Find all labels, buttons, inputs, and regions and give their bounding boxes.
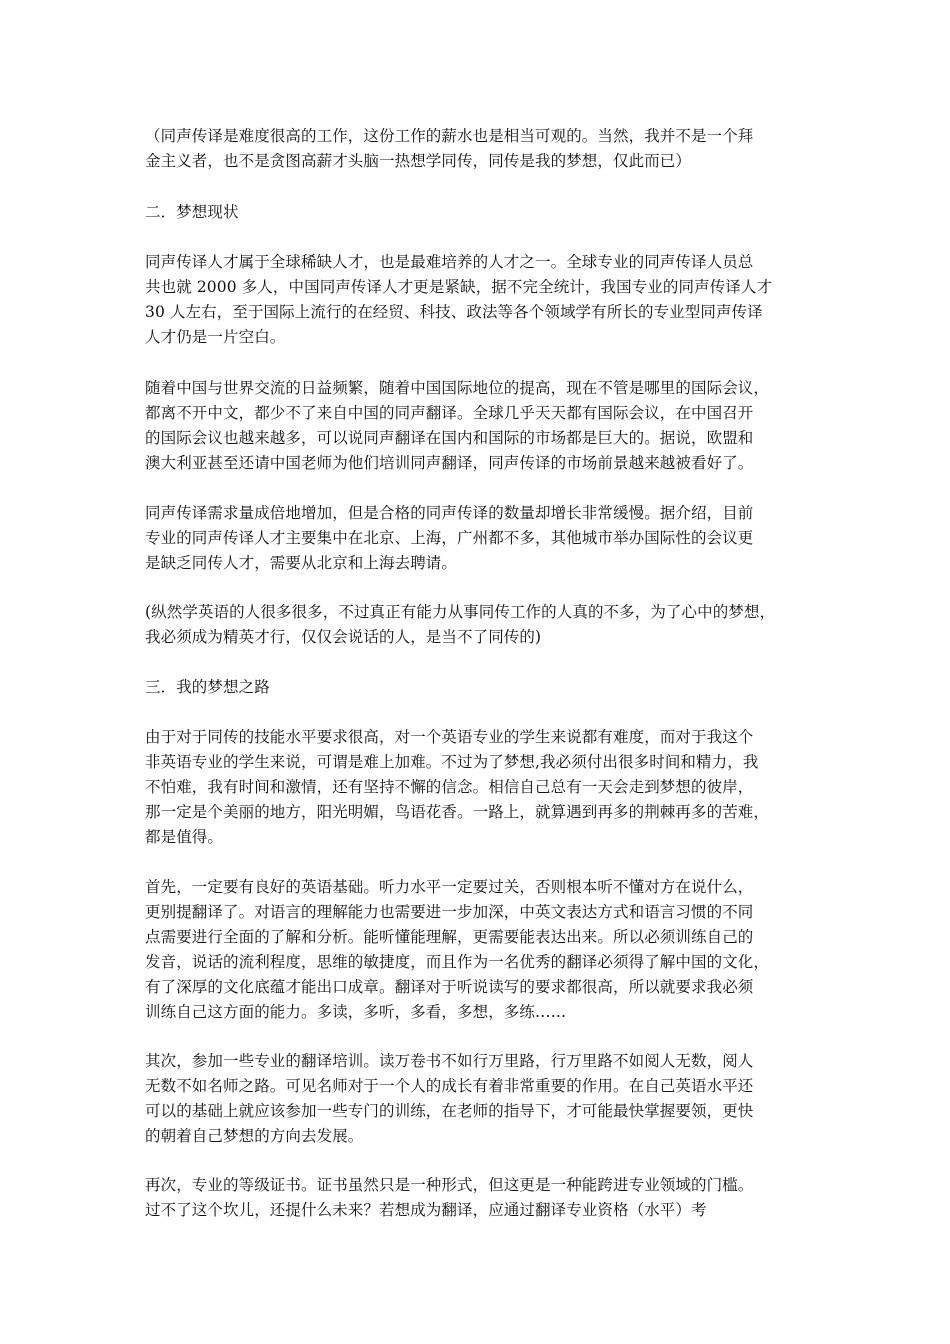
text-line: 发音，说话的流利程度，思维的敏捷度，而且作为一名优秀的翻译必须得了解中国的文化， <box>145 953 770 971</box>
text-line: 有了深厚的文化底蕴才能出口成章。翻译对于听说读写的要求都很高，所以就要求我必须 <box>145 978 754 996</box>
paragraph-salary-note <box>145 124 825 174</box>
text-line: 不怕难，我有时间和激情，还有坚持不懈的信念。相信自己总有一天会走到梦想的彼岸， <box>145 778 754 796</box>
text-line: (纵然学英语的人很多很多，不过真正有能力从事同传工作的人真的不多，为了心中的梦想， <box>145 603 776 621</box>
text-line: 同声传译人才属于全球稀缺人才，也是最难培养的人才之一。全球专业的同声传译人员总 <box>145 253 754 271</box>
text-line: 30 人左右，至于国际上流行的在经贸、科技、政法等各个领域学有所长的专业型同声传译 <box>145 303 763 321</box>
text-line: 人才仍是一片空白。 <box>145 328 286 346</box>
section-heading-my-dream-road <box>145 675 825 700</box>
text-line: 其次，参加一些专业的翻译培训。读万卷书不如行万里路，行万里路不如阅人无数，阅人 <box>145 1052 754 1070</box>
paragraph-certificates <box>145 1173 825 1223</box>
paragraph-training <box>145 1049 825 1149</box>
paragraph-talent-scarcity <box>145 250 825 350</box>
text-line: 那一定是个美丽的地方，阳光明媚，鸟语花香。一路上，就算遇到再多的荆棘再多的苦难， <box>145 803 770 821</box>
text-line: 的国际会议也越来越多，可以说同声翻译在国内和国际的市场都是巨大的。据说，欧盟和 <box>145 429 754 447</box>
paragraph-determination <box>145 725 825 850</box>
text-line: 首先，一定要有良好的英语基础。听力水平一定要过关，否则根本听不懂对方在说什么， <box>145 878 754 896</box>
section-heading: 二．梦想现状 <box>145 203 239 221</box>
text-line: 的朝着自己梦想的方向去发展。 <box>145 1127 364 1145</box>
text-line: 可以的基础上就应该参加一些专门的训练，在老师的指导下，才可能最快掌握要领，更快 <box>145 1102 754 1120</box>
section-heading-dream-status <box>145 200 825 225</box>
text-line: （同声传译是难度很高的工作，这份工作的薪水也是相当可观的。当然，我并不是一个拜 <box>145 127 754 145</box>
text-line: 点需要进行全面的了解和分析。能听懂能理解，更需要能表达出来。所以必须训练自己的 <box>145 928 754 946</box>
text-line: 非英语专业的学生来说，可谓是难上加难。不过为了梦想,我必须付出很多时间和精力，我 <box>145 753 759 771</box>
text-line: 金主义者，也不是贪图高薪才头脑一热想学同传，同传是我的梦想，仅此而已） <box>145 152 692 170</box>
paragraph-english-foundation <box>145 875 825 1025</box>
text-line: 由于对于同传的技能水平要求很高，对一个英语专业的学生来说都有难度，而对于我这个 <box>145 728 754 746</box>
paragraph-elite-note <box>145 600 825 650</box>
paragraph-international-demand <box>145 376 825 476</box>
section-heading: 三．我的梦想之路 <box>145 678 270 696</box>
text-line: 是缺乏同传人才，需要从北京和上海去聘请。 <box>145 554 458 572</box>
text-line: 都是值得。 <box>145 828 224 846</box>
text-line: 专业的同声传译人才主要集中在北京、上海，广州都不多，其他城市举办国际性的会议更 <box>145 529 754 547</box>
text-line: 再次，专业的等级证书。证书虽然只是一种形式，但这更是一种能跨进专业领域的门槛。 <box>145 1176 754 1194</box>
text-line: 过不了这个坎儿，还提什么未来？若想成为翻译，应通过翻译专业资格（水平）考 <box>145 1201 707 1219</box>
text-line: 我必须成为精英才行，仅仅会说话的人，是当不了同传的) <box>145 628 542 646</box>
text-line: 随着中国与世界交流的日益频繁，随着中国国际地位的提高，现在不管是哪里的国际会议， <box>145 379 770 397</box>
text-line: 无数不如名师之路。可见名师对于一个人的成长有着非常重要的作用。在自己英语水平还 <box>145 1077 754 1095</box>
text-line: 澳大利亚甚至还请中国老师为他们培训同声翻译，同声传译的市场前景越来越被看好了。 <box>145 454 754 472</box>
text-line: 训练自己这方面的能力。多读，多听，多看，多想，多练…… <box>145 1003 567 1021</box>
paragraph-supply-shortage <box>145 501 825 576</box>
text-line: 都离不开中文，都少不了来自中国的同声翻译。全球几乎天天都有国际会议，在中国召开 <box>145 404 754 422</box>
text-line: 更别提翻译了。对语言的理解能力也需要进一步加深，中英文表达方式和语言习惯的不同 <box>145 903 754 921</box>
text-line: 同声传译需求量成倍地增加，但是合格的同声传译的数量却增长非常缓慢。据介绍，目前 <box>145 504 754 522</box>
text-line: 共也就 2000 多人，中国同声传译人才更是紧缺，据不完全统计，我国专业的同声传译人才 <box>145 278 773 296</box>
